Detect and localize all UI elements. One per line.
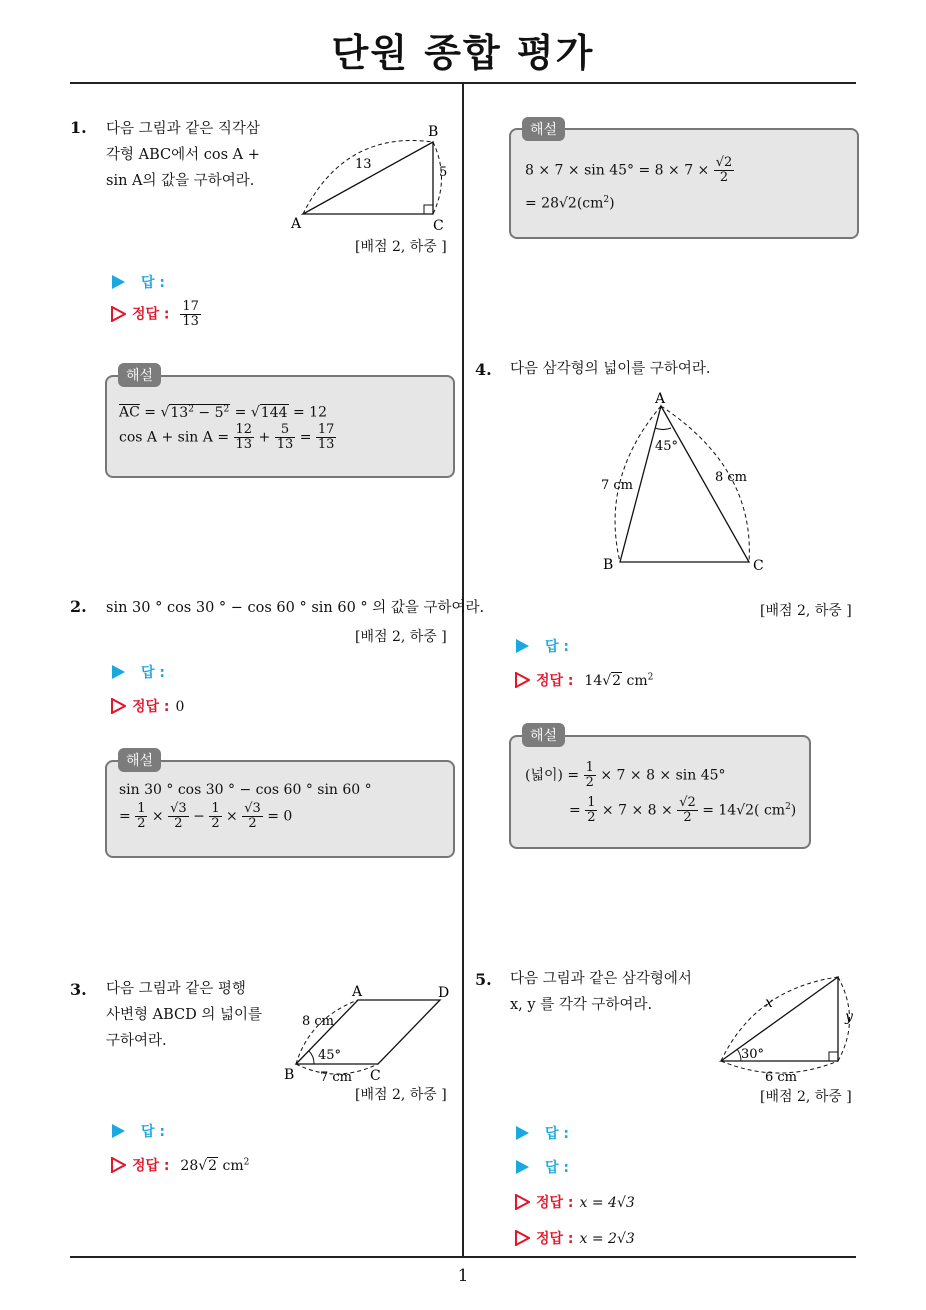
- q1-score: [배점 2, 하중 ]: [355, 239, 447, 255]
- vertex-c-label: C: [753, 558, 764, 574]
- answer-arrow-icon: [516, 1160, 529, 1174]
- side-y-label: y: [845, 1009, 853, 1025]
- q3-expl-line1: 8 × 7 × sin 45° = 8 × 7 × $\frac{√2}{2}$: [525, 155, 733, 185]
- q2-explanation-box: [105, 760, 455, 858]
- correct-numerator: 17: [182, 299, 199, 314]
- q1-answer-label: 답 :: [112, 272, 165, 292]
- q4-text: 다음 삼각형의 넓이를 구하여라.: [510, 361, 711, 377]
- q2-correct-answer: [110, 696, 184, 716]
- correct-denominator: 13: [182, 314, 199, 329]
- angle-label: 45°: [318, 1048, 342, 1063]
- q3-number: 3.: [70, 980, 87, 999]
- correct-label: 정답 :: [536, 1195, 574, 1211]
- q5-text: [510, 966, 692, 1018]
- q1-explanation-tag: 해설: [118, 363, 161, 387]
- outline-arrow-icon: [514, 1230, 530, 1246]
- q5-text-line: x, y 를 각각 구하여라.: [510, 997, 653, 1013]
- q3-expl-line2: = $28√2(cm^2)$: [525, 195, 615, 212]
- angle-arc: [309, 1051, 314, 1064]
- side-ab-label: 8 cm: [302, 1014, 335, 1029]
- correct-value: x = 4√3: [579, 1195, 635, 1211]
- q2-text: sin 30 ° cos 30 ° − cos 60 ° sin 60 ° 의 값을 구하여라.: [106, 600, 485, 616]
- correct-value: 14√2 $cm^2$: [584, 672, 654, 689]
- right-angle-mark: [424, 205, 433, 214]
- q3-answer-label: 답 :: [112, 1121, 165, 1141]
- q4-triangle-figure: [595, 388, 775, 576]
- correct-label: 정답 :: [132, 306, 170, 323]
- q3-explanation-box: [509, 128, 859, 239]
- side-length-label: 5: [439, 165, 448, 180]
- vertex-d-label: D: [438, 985, 450, 1001]
- vertex-c-label: C: [433, 218, 444, 233]
- q2-score: [배점 2, 하중 ]: [355, 629, 447, 645]
- q3-text: [106, 976, 262, 1054]
- q5-answer-label-1: 답 :: [516, 1123, 569, 1143]
- q2-explanation-tag: 해설: [118, 748, 161, 772]
- hyp-length-label: 13: [355, 157, 372, 172]
- q1-number: 1.: [70, 118, 87, 137]
- q3-text-line: 다음 그림과 같은 평행: [106, 981, 246, 997]
- page-number: 1: [457, 1266, 469, 1286]
- q1-text-line: sin A의 값을 구하여라.: [106, 173, 255, 189]
- correct-label: 정답 :: [536, 1231, 574, 1247]
- q2-expl-line2: = $\frac{1}{2}$ × $\frac{√3}{2}$ − $\frac{1}{2}$ × $\frac{√3}{2}$ = 0: [119, 801, 293, 831]
- vertex-b-label: B: [428, 124, 439, 140]
- outline-arrow-icon: [514, 672, 530, 688]
- angle-label: 30°: [741, 1047, 765, 1062]
- q5-number: 5.: [475, 970, 492, 989]
- q1-text: [106, 116, 260, 194]
- q2-expl-line1: sin 30 ° cos 30 ° − cos 60 ° sin 60 °: [119, 782, 372, 798]
- column-divider: [462, 83, 464, 1258]
- answer-arrow-icon: [516, 639, 529, 653]
- q3-score: [배점 2, 하중 ]: [355, 1087, 447, 1103]
- q1-text-line: 각형 ABC에서 cos A +: [106, 147, 260, 163]
- q4-explanation-tag: 해설: [522, 723, 565, 747]
- correct-label: 정답 :: [132, 699, 170, 715]
- q4-expl-line1: (넓이) = $\frac{1}{2}$ × 7 × 8 × sin 45°: [525, 760, 726, 790]
- right-angle-mark: [829, 1052, 838, 1061]
- answer-arrow-icon: [112, 665, 125, 679]
- outline-arrow-icon: [110, 698, 126, 714]
- bottom-rule: [70, 1256, 856, 1258]
- q5-answer-label-2: 답 :: [516, 1157, 569, 1177]
- q4-score: [배점 2, 하중 ]: [760, 603, 852, 619]
- q4-correct-answer: [514, 670, 653, 690]
- q1-text-line: 다음 그림과 같은 직각삼: [106, 121, 260, 137]
- q4-number: 4.: [475, 360, 492, 379]
- vertex-a-label: A: [291, 216, 302, 232]
- q5-correct-answer-1: [514, 1192, 635, 1212]
- correct-value: 28√2 $cm^2$: [180, 1157, 250, 1174]
- vertex-b-label: B: [284, 1067, 295, 1083]
- q3-correct-answer: [110, 1155, 249, 1175]
- side-bc-label: 7 cm: [320, 1070, 353, 1085]
- angle-label: 45°: [655, 439, 679, 454]
- q5-triangle-figure: [705, 965, 865, 1090]
- q1-expl-line1: $\overline{AC} = √13^2 - 5^2 = √144 = 12$: [119, 404, 327, 421]
- answer-arrow-icon: [516, 1126, 529, 1140]
- correct-label: 정답 :: [132, 1158, 170, 1174]
- q4-explanation-box: [509, 735, 811, 849]
- q3-parallelogram-figure: [280, 980, 460, 1085]
- q3-text-line: 사변형 ABCD 의 넓이를: [106, 1007, 262, 1023]
- base-label: 6 cm: [765, 1070, 798, 1085]
- q1-correct-answer: [110, 300, 201, 329]
- q1-expl-line2: cos A + sin A = $\frac{12}{13}$ + $\frac{5}{13}$ = $\frac{17}{13}$: [119, 422, 335, 452]
- q1-triangle-figure: [285, 118, 460, 233]
- triangle-abc: [303, 142, 433, 214]
- side-ac-label: 8 cm: [715, 470, 748, 485]
- q4-answer-label: 답 :: [516, 636, 569, 656]
- angle-arc: [655, 428, 671, 430]
- side-ab-label: 7 cm: [601, 478, 634, 493]
- vertex-c-label: C: [370, 1068, 381, 1084]
- q2-number: 2.: [70, 597, 87, 616]
- q4-expl-line2: = $\frac{1}{2}$ × 7 × 8 × $\frac{√2}{2}$ = 14√2( $cm^2$): [569, 795, 797, 826]
- vertex-b-label: B: [603, 557, 614, 573]
- q5-score: [배점 2, 하중 ]: [760, 1089, 852, 1105]
- hyp-x-label: x: [765, 995, 773, 1011]
- vertex-a-label: A: [655, 391, 666, 407]
- q2-answer-label: 답 :: [112, 662, 165, 682]
- outline-arrow-icon: [110, 306, 126, 322]
- vertex-a-label: A: [352, 984, 363, 1000]
- correct-value: x = 2√3: [579, 1231, 635, 1247]
- outline-arrow-icon: [110, 1157, 126, 1173]
- q5-correct-answer-2: [514, 1228, 635, 1248]
- answer-arrow-icon: [112, 275, 125, 289]
- q1-explanation-box: [105, 375, 455, 478]
- q3-explanation-tag: 해설: [522, 117, 565, 141]
- correct-value: 0: [175, 699, 185, 715]
- correct-label: 정답 :: [536, 673, 574, 689]
- page-title: 단원 종합 평가: [331, 31, 595, 75]
- outline-arrow-icon: [514, 1194, 530, 1210]
- right-triangle: [721, 977, 838, 1061]
- q5-text-line: 다음 그림과 같은 삼각형에서: [510, 971, 692, 987]
- answer-arrow-icon: [112, 1124, 125, 1138]
- q3-text-line: 구하여라.: [106, 1033, 167, 1049]
